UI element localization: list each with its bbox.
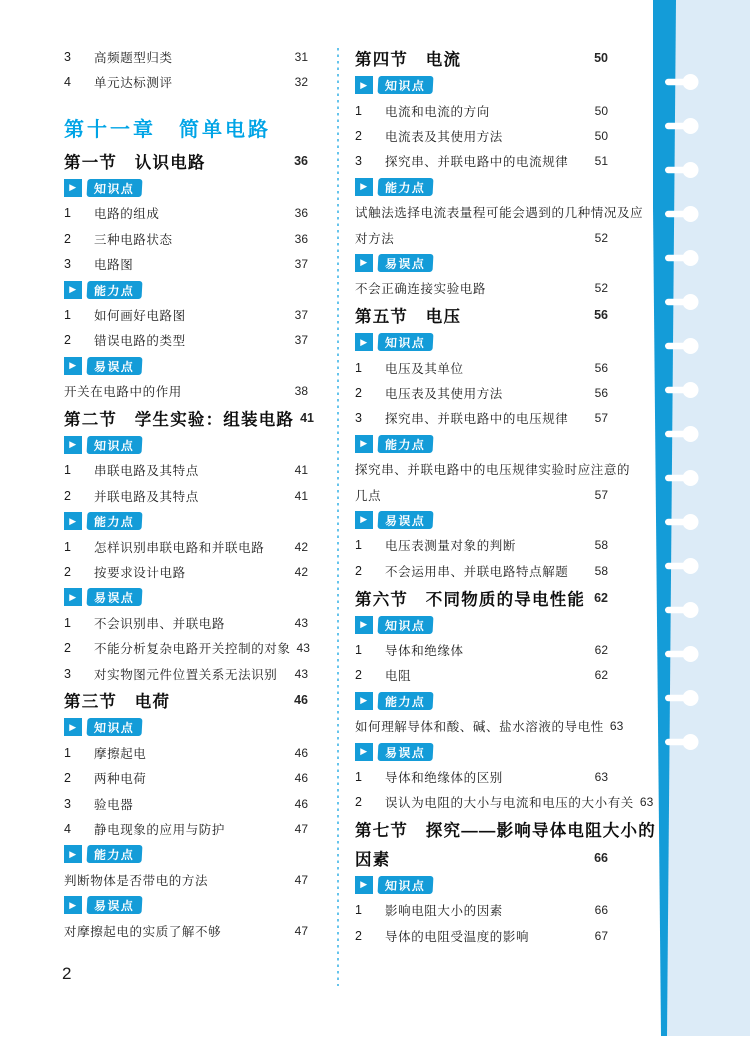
play-icon: ▶ (64, 512, 82, 530)
play-icon: ▶ (355, 511, 373, 529)
section-heading (355, 844, 608, 873)
entry-number: 1 (64, 615, 72, 630)
play-icon: ▶ (355, 743, 373, 761)
page-number: 50 (594, 51, 608, 66)
play-icon: ▶ (355, 254, 373, 272)
entry-number: 2 (64, 641, 72, 656)
section-title-text: 第四节 电流 (355, 51, 462, 70)
ability-point-badge (355, 688, 608, 713)
error-point-badge (64, 585, 308, 610)
entry-text: 摩擦起电 (94, 746, 147, 761)
page-number: 47 (294, 923, 308, 938)
entry-number: 2 (355, 385, 363, 400)
binding-hole (683, 470, 699, 486)
play-icon: ▶ (64, 896, 82, 914)
page-number: 63 (594, 769, 608, 784)
page-number: 63 (609, 719, 624, 734)
entry-text: 并联电路及其特点 (94, 489, 199, 504)
toc-entry (64, 302, 308, 327)
toc-entry (355, 225, 608, 250)
entry-text: 探究串、并联电路中的电压规律 (385, 412, 569, 427)
page-number: 31 (294, 49, 308, 64)
entry-number: 1 (64, 463, 72, 478)
page-number: 46 (294, 693, 308, 708)
entry-number: 1 (355, 103, 363, 118)
entry-text: 电压表及其使用方法 (385, 386, 503, 401)
play-icon: ▶ (64, 588, 82, 606)
entry-number: 4 (64, 75, 72, 90)
toc-entry (64, 610, 308, 635)
toc-entry (64, 765, 308, 790)
entry-text: 不能分析复杂电路开关控制的对象 (94, 642, 291, 657)
ability-point-badge (355, 431, 608, 456)
page-number: 47 (294, 821, 308, 836)
entry-text: 三种电路状态 (94, 232, 173, 247)
section-heading (355, 301, 608, 330)
toc-entry (64, 635, 308, 660)
page-number: 50 (594, 103, 608, 118)
play-icon: ▶ (355, 435, 373, 453)
error-point-label: 易误点 (378, 743, 433, 761)
toc-entry (64, 69, 308, 94)
page-edge-panel (666, 0, 750, 1036)
play-icon: ▶ (355, 333, 373, 351)
binding-hole (683, 74, 699, 90)
ability-point-label: 能力点 (378, 435, 433, 453)
entry-number: 3 (64, 49, 72, 64)
page-number: 41 (300, 411, 315, 426)
toc-entry (355, 764, 608, 789)
error-point-label: 易误点 (87, 896, 142, 914)
toc-entry (355, 923, 608, 948)
page-number: 56 (594, 360, 608, 375)
toc-entry (64, 44, 308, 69)
play-icon: ▶ (64, 357, 82, 375)
entry-number: 1 (355, 769, 363, 784)
spiral-binding-edge (653, 0, 750, 1057)
toc-entry (64, 559, 308, 584)
page-number: 58 (594, 563, 608, 578)
page-number: 36 (294, 206, 308, 221)
ability-point-badge (355, 174, 608, 199)
knowledge-point-badge (64, 175, 308, 200)
toc-entry (64, 251, 308, 276)
entry-text: 电压表测量对象的判断 (385, 539, 517, 554)
play-icon: ▶ (64, 179, 82, 197)
entry-number: 4 (64, 821, 72, 836)
page-number: 46 (294, 771, 308, 786)
ability-point-badge (64, 277, 308, 302)
knowledge-point-badge (355, 73, 608, 98)
knowledge-point-badge (355, 872, 608, 897)
entry-text: 电流表及其使用方法 (385, 129, 503, 144)
toc-entry (355, 533, 608, 558)
entry-text: 串联电路及其特点 (94, 464, 199, 479)
entry-number: 2 (64, 488, 72, 503)
play-icon: ▶ (64, 281, 82, 299)
page-number: 47 (294, 872, 308, 887)
section-title-text: 因素 (355, 850, 391, 869)
binding-hole (683, 118, 699, 134)
page-number: 43 (296, 641, 310, 656)
binding-hole (683, 558, 699, 574)
entry-text: 影响电阻大小的因素 (385, 904, 503, 919)
ability-point-label: 能力点 (87, 281, 142, 299)
page-number: 36 (294, 231, 308, 246)
toc-right-column (355, 44, 656, 948)
binding-hole (683, 338, 699, 354)
play-icon: ▶ (355, 692, 373, 710)
binding-hole (683, 514, 699, 530)
entry-number: 3 (355, 411, 363, 426)
section-title-text: 第七节 探究——影响导体电阻大小的 (355, 822, 656, 841)
toc-entry (64, 918, 308, 943)
toc-entry (64, 458, 308, 483)
entry-text: 电压及其单位 (385, 361, 464, 376)
entry-number: 2 (64, 231, 72, 246)
toc-entry (355, 637, 608, 662)
page-number: 37 (294, 333, 308, 348)
page-number: 62 (594, 643, 608, 657)
knowledge-point-label: 知识点 (378, 76, 433, 94)
page-number: 52 (594, 281, 608, 296)
binding-hole (683, 602, 699, 618)
play-icon: ▶ (355, 876, 373, 894)
page-number: 32 (294, 75, 308, 90)
page-number: 62 (594, 590, 608, 605)
toc-entry (355, 558, 608, 583)
binding-hole (683, 250, 699, 266)
entry-number: 2 (64, 564, 72, 579)
entry-number: 1 (64, 745, 72, 760)
toc-entry (64, 816, 308, 841)
page-number: 57 (594, 411, 608, 426)
toc-entry (64, 328, 308, 353)
page-number: 62 (594, 668, 608, 683)
column-divider (337, 48, 339, 986)
error-point-badge (355, 507, 608, 532)
page-number: 63 (639, 795, 654, 810)
play-icon: ▶ (355, 76, 373, 94)
knowledge-point-label: 知识点 (378, 616, 433, 634)
toc-entry (355, 149, 608, 174)
entry-text: 导体的电阻受温度的影响 (385, 929, 530, 944)
page-number: 42 (294, 564, 308, 579)
entry-number: 3 (355, 154, 363, 169)
entry-text: 按要求设计电路 (94, 565, 186, 580)
play-icon: ▶ (355, 178, 373, 196)
entry-text: 判断物体是否带电的方法 (64, 873, 209, 888)
error-point-badge (355, 739, 608, 764)
entry-number: 3 (64, 257, 72, 272)
entry-number: 2 (64, 771, 72, 786)
ability-point-label: 能力点 (378, 692, 433, 710)
error-point-badge (64, 353, 308, 378)
entry-text: 高频题型归类 (94, 50, 173, 65)
page-number: 43 (294, 666, 308, 681)
knowledge-point-label: 知识点 (87, 436, 142, 454)
entry-text: 电阻 (385, 669, 412, 684)
section-title-text: 第五节 电压 (355, 308, 462, 327)
binding-hole (683, 690, 699, 706)
entry-number: 1 (355, 360, 363, 375)
knowledge-point-badge (64, 715, 308, 740)
entry-text: 电流和电流的方向 (385, 104, 490, 119)
ability-point-badge (64, 842, 308, 867)
play-icon: ▶ (64, 845, 82, 863)
entry-text: 探究串、并联电路中的电流规律 (385, 155, 569, 170)
chapter-title-text: 第十一章 简单电路 (64, 119, 271, 142)
knowledge-point-label: 知识点 (87, 179, 142, 197)
toc-entry (64, 226, 308, 251)
toc-entry (355, 897, 608, 922)
play-icon: ▶ (64, 436, 82, 454)
page-number: 51 (594, 154, 608, 169)
entry-text: 电路图 (94, 258, 134, 273)
entry-number: 2 (355, 128, 363, 143)
section-heading (64, 147, 308, 176)
entry-number: 2 (355, 563, 363, 578)
toc-entry (355, 482, 608, 507)
toc-entry (355, 98, 608, 123)
binding-hole (683, 206, 699, 222)
entry-number: 1 (355, 643, 363, 657)
page-number: 42 (294, 539, 308, 554)
toc-entry (64, 867, 308, 892)
entry-text: 开关在电路中的作用 (64, 385, 182, 400)
entry-number: 1 (64, 307, 72, 322)
toc-entry (355, 713, 624, 738)
toc-entry (355, 790, 654, 815)
page-number: 37 (294, 307, 308, 322)
entry-text: 单元达标测评 (94, 76, 173, 91)
play-icon: ▶ (355, 616, 373, 634)
knowledge-point-badge (355, 612, 608, 637)
error-point-label: 易误点 (378, 254, 433, 272)
entry-text: 如何理解导体和酸、碱、盐水溶液的导电性 (355, 720, 604, 735)
knowledge-point-label: 知识点 (378, 876, 433, 894)
entry-text: 试触法选择电流表量程可能会遇到的几种情况及应 (355, 206, 644, 221)
toc-entry (64, 661, 308, 686)
binding-hole (683, 646, 699, 662)
entry-text: 不会正确连接实验电路 (355, 282, 487, 297)
page-number: 36 (294, 154, 308, 169)
section-title-text: 第六节 不同物质的导电性能 (355, 590, 586, 609)
entry-text: 对方法 (355, 231, 395, 246)
toc-entry (355, 380, 608, 405)
chapter-title (64, 95, 308, 147)
toc-entry (64, 740, 308, 765)
entry-number: 2 (355, 795, 363, 810)
section-heading (355, 815, 656, 844)
entry-text: 验电器 (94, 797, 134, 812)
knowledge-point-badge (355, 330, 608, 355)
page-number: 67 (594, 928, 608, 943)
toc-entry (355, 355, 608, 380)
knowledge-point-label: 知识点 (378, 333, 433, 351)
entry-text: 错误电路的类型 (94, 334, 186, 349)
ability-point-badge (64, 508, 308, 533)
section-heading (64, 686, 308, 715)
binding-hole (683, 734, 699, 750)
toc-entry (355, 199, 644, 224)
error-point-badge (355, 250, 608, 275)
entry-number: 1 (355, 903, 363, 918)
knowledge-point-label: 知识点 (87, 718, 142, 736)
entry-number: 3 (64, 796, 72, 811)
entry-text: 两种电荷 (94, 772, 147, 787)
binding-hole (683, 162, 699, 178)
page-number: 66 (594, 903, 608, 918)
page-number: 37 (294, 257, 308, 272)
toc-entry (64, 378, 308, 403)
section-heading (355, 583, 608, 612)
page-number: 58 (594, 538, 608, 553)
ability-point-label: 能力点 (87, 845, 142, 863)
page-number: 56 (594, 385, 608, 400)
entry-text: 导体和绝缘体的区别 (385, 770, 503, 785)
toc-entry (355, 663, 608, 688)
entry-text: 对实物图元件位置关系无法识别 (94, 667, 278, 682)
toc-entry (355, 456, 631, 481)
ability-point-label: 能力点 (378, 178, 433, 196)
entry-number: 1 (64, 206, 72, 221)
toc-entry (64, 201, 308, 226)
entry-number: 2 (64, 333, 72, 348)
page-number: 41 (294, 463, 308, 478)
entry-number: 3 (64, 666, 72, 681)
error-point-badge (64, 892, 308, 917)
section-title-text: 第一节 认识电路 (64, 154, 206, 173)
entry-text: 不会识别串、并联电路 (94, 616, 226, 631)
entry-text: 对摩擦起电的实质了解不够 (64, 924, 222, 939)
folio-page-number: 2 (62, 964, 72, 983)
page-number: 50 (594, 128, 608, 143)
section-title-text: 第三节 电荷 (64, 693, 171, 712)
entry-text: 怎样识别串联电路和并联电路 (94, 540, 265, 555)
toc-entry (64, 534, 308, 559)
page-number: 38 (294, 384, 308, 399)
entry-text: 导体和绝缘体 (385, 644, 464, 658)
error-point-label: 易误点 (87, 588, 142, 606)
section-heading (355, 44, 608, 73)
entry-number: 1 (64, 539, 72, 554)
page-number: 52 (594, 230, 608, 245)
page-number: 41 (294, 488, 308, 503)
page-number: 56 (594, 308, 608, 323)
entry-number: 1 (355, 538, 363, 553)
play-icon: ▶ (64, 718, 82, 736)
page-number: 43 (294, 615, 308, 630)
section-heading (64, 404, 315, 433)
toc-entry (355, 276, 608, 301)
section-title-text: 第二节 学生实验：组装电路 (64, 411, 295, 430)
page-number: 57 (594, 487, 608, 502)
entry-text: 误认为电阻的大小与电流和电压的大小有关 (385, 796, 634, 811)
entry-text: 不会运用串、并联电路特点解题 (385, 564, 569, 579)
knowledge-point-badge (64, 432, 308, 457)
toc-entry (64, 791, 308, 816)
binding-hole (683, 294, 699, 310)
error-point-label: 易误点 (87, 357, 142, 375)
binding-hole (683, 426, 699, 442)
error-point-label: 易误点 (378, 511, 433, 529)
toc-entry (64, 483, 308, 508)
entry-text: 如何画好电路图 (94, 308, 186, 323)
entry-number: 2 (355, 928, 363, 943)
toc-entry (355, 406, 608, 431)
toc-entry (355, 123, 608, 148)
entry-number: 2 (355, 668, 363, 683)
toc-left-column (64, 44, 315, 943)
entry-text: 电路的组成 (94, 207, 160, 222)
ability-point-label: 能力点 (87, 512, 142, 530)
entry-text: 探究串、并联电路中的电压规律实验时应注意的 (355, 463, 631, 478)
entry-text: 几点 (355, 488, 382, 503)
page-number: 66 (594, 850, 608, 865)
page-number: 46 (294, 796, 308, 811)
binding-hole (683, 382, 699, 398)
page-number: 46 (294, 745, 308, 760)
entry-text: 静电现象的应用与防护 (94, 822, 226, 837)
